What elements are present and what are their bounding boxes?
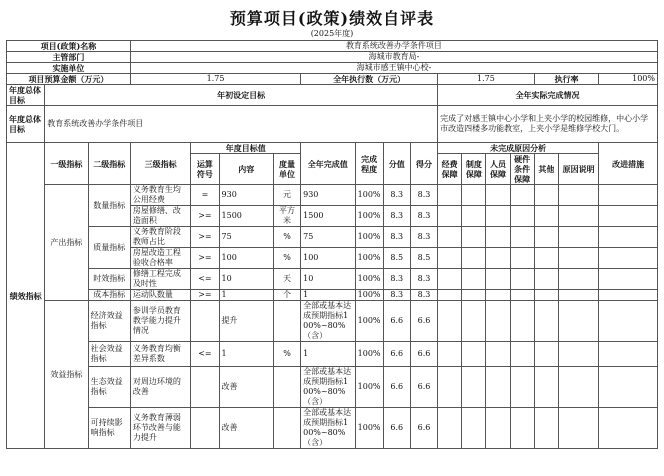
score-max-cell: 6.6 — [383, 367, 410, 408]
reason-hardware-header: 硬件条件保障 — [510, 154, 534, 185]
unit-cell: 平方米 — [273, 206, 300, 227]
reason-cell — [462, 227, 486, 248]
reason-cell — [438, 206, 462, 227]
rate-label: 执行率 — [534, 74, 598, 85]
table-row — [7, 290, 658, 301]
reason-cell — [462, 342, 486, 367]
measures-cell — [599, 206, 658, 227]
measures-cell — [599, 248, 658, 269]
year-value-cell: 930 — [301, 185, 355, 206]
level2-cell: 成本指标 — [88, 290, 130, 301]
reason-cell — [510, 408, 534, 449]
table-row — [7, 227, 658, 248]
goals-label: 年度总体目标 — [7, 85, 45, 106]
year-value-cell: 1 — [301, 290, 355, 301]
level2-cell: 生态效益指标 — [88, 367, 130, 408]
reason-cell — [462, 185, 486, 206]
content-cell: 1 — [219, 342, 273, 367]
completion-cell: 100% — [355, 269, 383, 290]
score-cell: 6.6 — [410, 367, 437, 408]
reason-cell — [462, 301, 486, 342]
reason-cell — [462, 290, 486, 301]
reason-cell — [438, 342, 462, 367]
level3-cell: 修缮工程完成及时性 — [130, 269, 190, 290]
unit-value: 海城市感王镇中心校- — [130, 63, 657, 74]
reason-cell — [438, 185, 462, 206]
measures-cell — [599, 342, 658, 367]
reason-cell — [558, 206, 598, 227]
score-cell: 8.3 — [410, 269, 437, 290]
score-cell: 8.3 — [410, 290, 437, 301]
operator-cell — [191, 408, 219, 449]
unit-cell: 元 — [273, 185, 300, 206]
reason-cell — [486, 408, 510, 449]
reason-cell — [534, 290, 558, 301]
unit-cell — [273, 301, 300, 342]
score-max-cell: 8.3 — [383, 185, 410, 206]
reason-cell — [486, 227, 510, 248]
completion-cell: 100% — [355, 185, 383, 206]
reason-staff-header: 人员保障 — [486, 154, 510, 185]
completion-cell: 100% — [355, 342, 383, 367]
reason-cell — [486, 290, 510, 301]
budget-row — [7, 74, 658, 85]
reason-explain-header: 原因说明 — [558, 154, 598, 185]
operator-header: 运算符号 — [191, 154, 219, 185]
reason-cell — [462, 206, 486, 227]
content-cell: 10 — [219, 269, 273, 290]
reason-cell — [510, 227, 534, 248]
level2-cell: 时效指标 — [88, 269, 130, 290]
unit-cell: % — [273, 248, 300, 269]
reason-cell — [462, 408, 486, 449]
reason-cell — [510, 185, 534, 206]
plan-goal-header: 年初设定目标 — [45, 85, 438, 106]
level3-cell: 房屋修缮、改造面积 — [130, 206, 190, 227]
project-name-value: 教育系统改善办学条件项目 — [130, 41, 657, 52]
score-max-cell: 8.3 — [383, 206, 410, 227]
completion-cell: 100% — [355, 301, 383, 342]
unit-cell: 天 — [273, 269, 300, 290]
target-group-header: 年度目标值 — [191, 143, 301, 154]
operator-cell: >= — [191, 227, 219, 248]
operator-cell — [191, 301, 219, 342]
completion-cell: 100% — [355, 248, 383, 269]
reason-cell — [438, 367, 462, 408]
score-cell: 8.3 — [410, 185, 437, 206]
score-max-cell: 8.3 — [383, 227, 410, 248]
reason-cell — [558, 342, 598, 367]
page-title: 预算项目(政策)绩效自评表 — [229, 9, 435, 28]
level3-cell: 义务教育阶段教师占比 — [130, 227, 190, 248]
unit-cell: 个 — [273, 290, 300, 301]
year-value-cell: 全部或基本达成预期指标100%~80%（含） — [301, 367, 355, 408]
measures-cell — [599, 290, 658, 301]
reason-cell — [486, 185, 510, 206]
level2-cell: 数量指标 — [88, 185, 130, 227]
score-max-cell: 8.3 — [383, 290, 410, 301]
score-header: 得分 — [410, 143, 437, 185]
unit-label: 实施单位 — [7, 63, 131, 74]
reason-cell — [534, 206, 558, 227]
level2-cell: 社会效益指标 — [88, 342, 130, 367]
measures-cell — [599, 301, 658, 342]
reason-cell — [534, 269, 558, 290]
level1-header: 一级指标 — [45, 143, 88, 185]
measures-cell — [599, 367, 658, 408]
content-cell: 930 — [219, 185, 273, 206]
reason-cell — [510, 206, 534, 227]
completion-cell: 100% — [355, 227, 383, 248]
reason-other-header: 其他 — [534, 154, 558, 185]
reason-cell — [510, 301, 534, 342]
operator-cell: >= — [191, 248, 219, 269]
unit-cell: % — [273, 227, 300, 248]
reason-cell — [558, 269, 598, 290]
reason-cell — [534, 185, 558, 206]
goals-label-2: 年度总体目标 — [7, 106, 45, 143]
indicator-header-row-1 — [7, 143, 658, 154]
score-cell: 6.6 — [410, 342, 437, 367]
score-cell: 6.6 — [410, 301, 437, 342]
reason-cell — [558, 367, 598, 408]
score-max-cell: 6.6 — [383, 301, 410, 342]
unit-cell — [273, 367, 300, 408]
benefit-group-label: 效益指标 — [45, 301, 88, 449]
level3-header: 三级指标 — [130, 143, 190, 185]
goals-header-row — [7, 85, 658, 106]
reason-cell — [558, 408, 598, 449]
reason-group-header: 未完成原因分析 — [438, 143, 599, 154]
actual-goal-header: 全年实际完成情况 — [438, 85, 658, 106]
reason-cell — [558, 290, 598, 301]
measures-header: 改进措施 — [599, 143, 658, 185]
operator-cell — [191, 367, 219, 408]
completion-cell: 100% — [355, 367, 383, 408]
reason-system-header: 制度保障 — [462, 154, 486, 185]
reason-cell — [438, 269, 462, 290]
reason-cell — [438, 408, 462, 449]
reason-cell — [558, 227, 598, 248]
table-row — [7, 269, 658, 290]
exec-label: 全年执行数（万元） — [301, 74, 438, 85]
reason-cell — [486, 301, 510, 342]
measures-cell — [599, 269, 658, 290]
reason-cell — [558, 185, 598, 206]
reason-cell — [486, 206, 510, 227]
completion-cell: 100% — [355, 206, 383, 227]
score-max-cell: 6.6 — [383, 342, 410, 367]
operator-cell: >= — [191, 290, 219, 301]
table-row — [7, 342, 658, 367]
operator-cell: <= — [191, 269, 219, 290]
reason-cell — [534, 367, 558, 408]
measures-cell — [599, 185, 658, 206]
reason-cell — [462, 367, 486, 408]
unit-cell: % — [273, 342, 300, 367]
level2-cell: 经济效益指标 — [88, 301, 130, 342]
dept-value: 海城市教育局- — [130, 52, 657, 63]
reason-cell — [534, 248, 558, 269]
reason-cell — [486, 367, 510, 408]
level2-header: 二级指标 — [88, 143, 130, 185]
score-max-cell: 8.3 — [383, 269, 410, 290]
table-row — [7, 408, 658, 449]
reason-cell — [558, 301, 598, 342]
reason-cell — [534, 408, 558, 449]
level2-cell: 可持续影响指标 — [88, 408, 130, 449]
content-header: 内容 — [219, 154, 273, 185]
reason-cell — [534, 301, 558, 342]
level3-cell: 房屋改造工程验收合格率 — [130, 248, 190, 269]
completion-cell: 100% — [355, 290, 383, 301]
reason-cell — [534, 342, 558, 367]
reason-cell — [558, 248, 598, 269]
actual-goal-text: 完成了对感王镇中心小学和上夹小学的校园维修，中心小学市改造四楼多功能教室，上夹小学是维修学校大门。 — [438, 106, 658, 143]
score-cell: 8.3 — [410, 227, 437, 248]
completion-header: 完成程度 — [355, 143, 383, 185]
reason-cell — [438, 290, 462, 301]
level3-cell: 义务教育薄弱环节改善与能力提升 — [130, 408, 190, 449]
content-cell: 改善 — [219, 367, 273, 408]
unit-row — [7, 63, 658, 74]
rate-value: 100% — [599, 74, 658, 85]
plan-goal-text: 教育系统改善办学条件项目 — [45, 106, 438, 143]
dept-label: 主管部门 — [7, 52, 131, 63]
content-cell: 1 — [219, 290, 273, 301]
year-value-cell: 全部或基本达成预期指标100%~80%（含） — [301, 408, 355, 449]
year-value-cell: 100 — [301, 248, 355, 269]
reason-cell — [438, 301, 462, 342]
content-cell: 100 — [219, 248, 273, 269]
unit-cell — [273, 408, 300, 449]
level3-cell: 义务教育生均公用经费 — [130, 185, 190, 206]
completion-cell: 100% — [355, 408, 383, 449]
content-cell: 提升 — [219, 301, 273, 342]
operator-cell: >= — [191, 206, 219, 227]
year-value-cell: 75 — [301, 227, 355, 248]
content-cell: 1500 — [219, 206, 273, 227]
year-value-cell: 10 — [301, 269, 355, 290]
year-value-header: 全年完成值 — [301, 143, 355, 185]
score-cell: 6.6 — [410, 408, 437, 449]
level3-cell: 义务教育均衡差异系数 — [130, 342, 190, 367]
indicator-label: 绩效指标 — [7, 143, 45, 449]
score-cell: 8.5 — [410, 248, 437, 269]
reason-cell — [510, 342, 534, 367]
budget-value: 1.75 — [130, 74, 300, 85]
reason-cell — [438, 248, 462, 269]
score-max-header: 分值 — [383, 143, 410, 185]
reason-cell — [510, 248, 534, 269]
reason-cell — [534, 227, 558, 248]
operator-cell: <= — [191, 342, 219, 367]
year-value-cell: 全部或基本达成预期指标100%~80%（含） — [301, 301, 355, 342]
output-group-label: 产出指标 — [45, 185, 88, 301]
level2-cell: 质量指标 — [88, 227, 130, 269]
table-row — [7, 367, 658, 408]
measures-cell — [599, 227, 658, 248]
reason-cell — [438, 227, 462, 248]
goals-content-row — [7, 106, 658, 143]
reason-cell — [462, 248, 486, 269]
score-cell: 8.3 — [410, 206, 437, 227]
exec-value: 1.75 — [438, 74, 535, 85]
reason-cell — [486, 269, 510, 290]
reason-cell — [486, 248, 510, 269]
year-value-cell: 1500 — [301, 206, 355, 227]
table-row — [7, 185, 658, 206]
reason-cell — [462, 269, 486, 290]
project-name-label: 项目(政策)名称 — [7, 41, 131, 52]
reason-cell — [486, 342, 510, 367]
reason-cell — [510, 269, 534, 290]
project-name-row — [7, 41, 658, 52]
score-max-cell: 8.5 — [383, 248, 410, 269]
content-cell: 75 — [219, 227, 273, 248]
unit-header: 度量单位 — [273, 154, 300, 185]
measures-cell — [599, 408, 658, 449]
score-max-cell: 6.6 — [383, 408, 410, 449]
reason-cell — [510, 290, 534, 301]
year-value-cell: 1 — [301, 342, 355, 367]
level3-cell: 参训学员教育教学能力提升情况 — [130, 301, 190, 342]
fiscal-year: (2025年度) — [310, 29, 354, 38]
level3-cell: 对周边环境的改善 — [130, 367, 190, 408]
reason-cell — [510, 367, 534, 408]
content-cell: 改善 — [219, 408, 273, 449]
table-row — [7, 301, 658, 342]
self-evaluation-table — [6, 40, 658, 449]
level3-cell: 运动队数量 — [130, 290, 190, 301]
budget-label: 项目预算金额（万元） — [7, 74, 131, 85]
dept-row — [7, 52, 658, 63]
reason-funds-header: 经费保障 — [438, 154, 462, 185]
operator-cell: = — [191, 185, 219, 206]
